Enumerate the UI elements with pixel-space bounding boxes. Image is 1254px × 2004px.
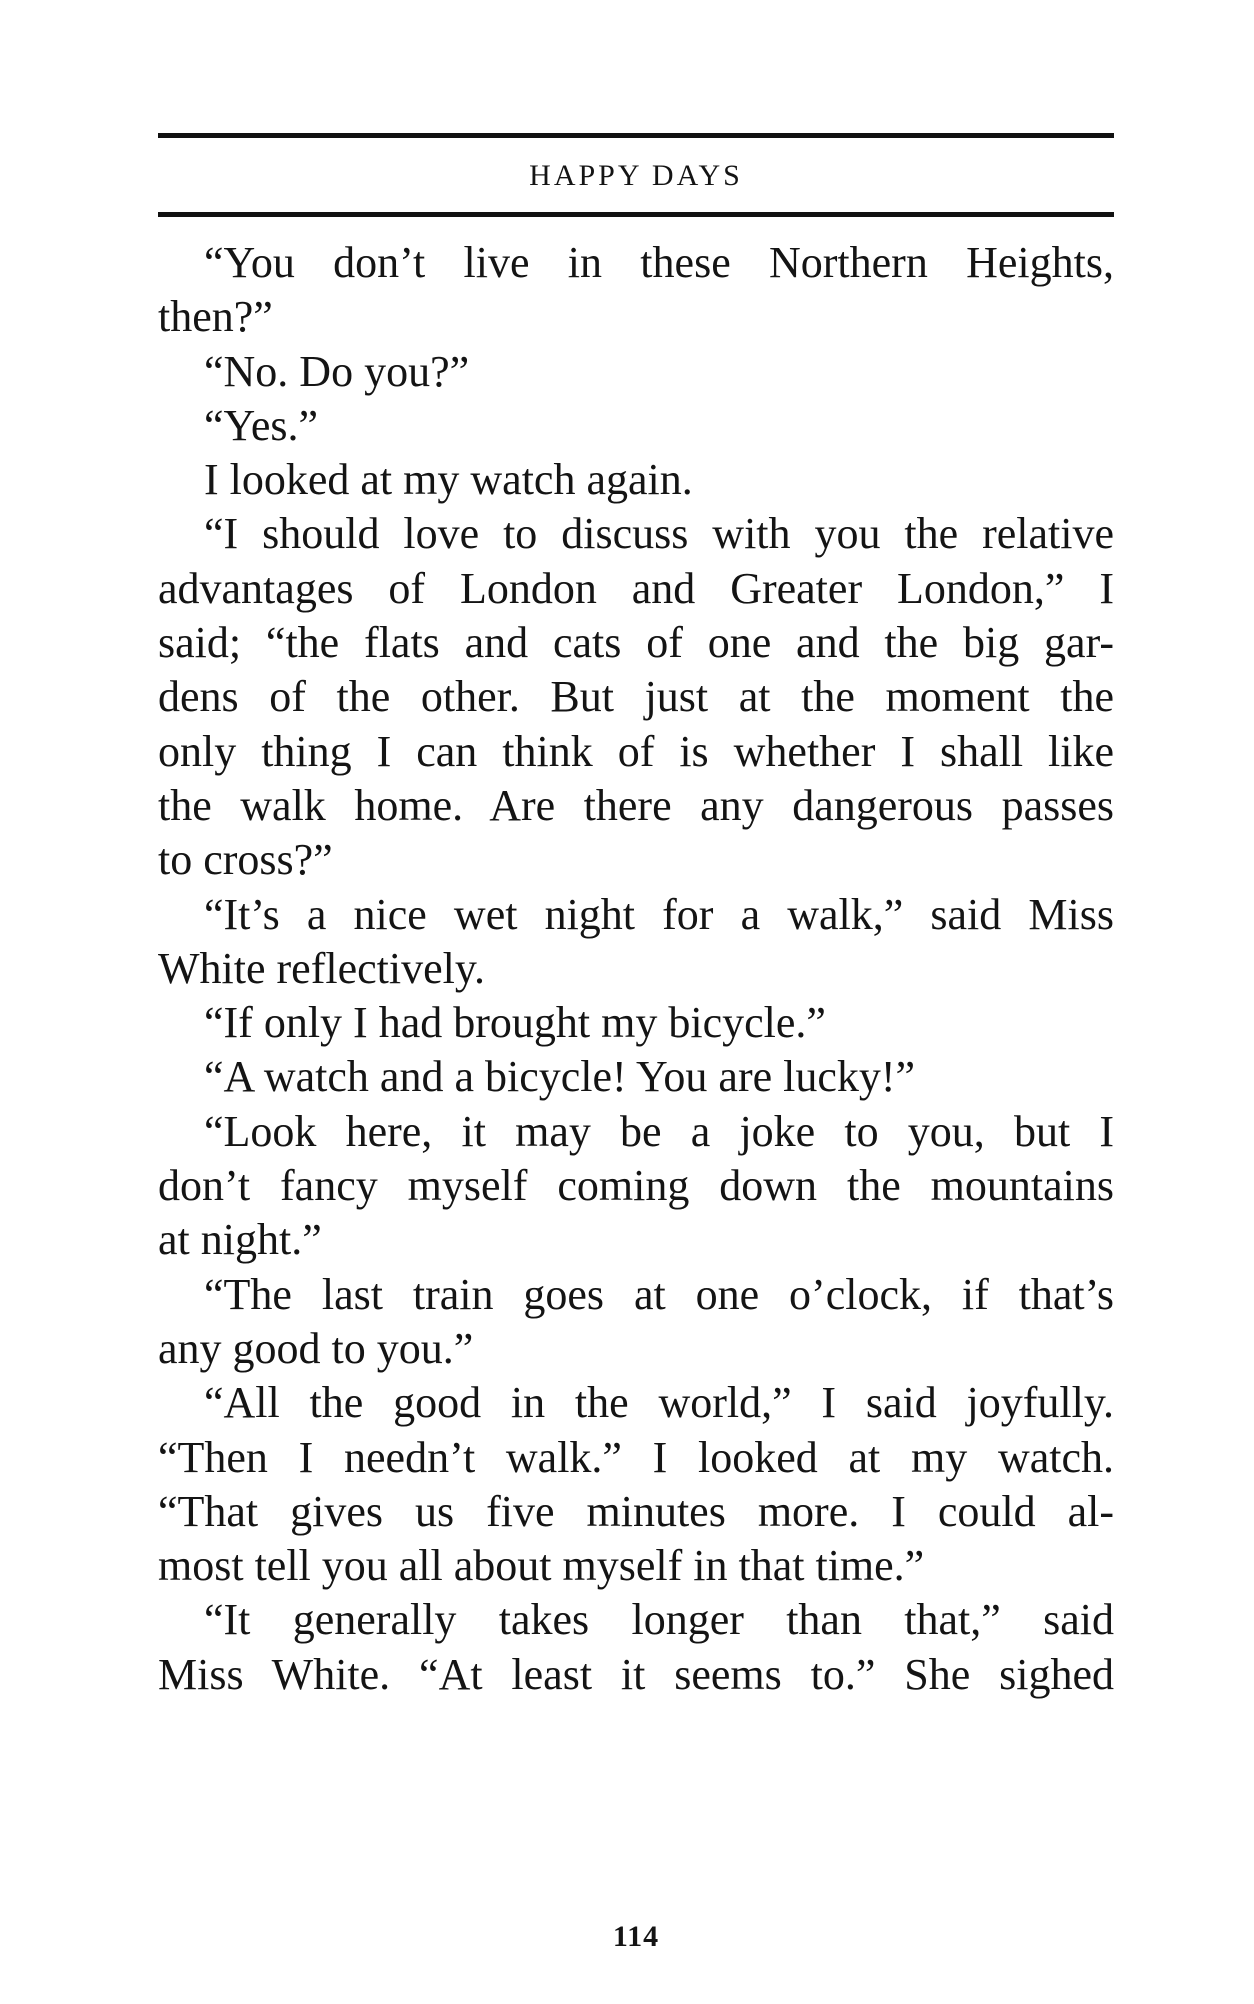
text-line: White reflectively. [158,943,485,993]
page-number: 114 [612,1920,660,1953]
text-line: at night.” [158,1215,322,1265]
text-line: advantages of London and Greater London,” I [158,563,1114,613]
body-text [158,236,1114,1702]
text-line: I looked at my watch again. [204,455,693,505]
text-line: “That gives us five minutes more. I could al- [158,1486,1114,1536]
text-line: “I should love to discuss with you the relative [204,509,1114,559]
text-line: dens of the other. But just at the moment the [158,672,1114,722]
text-line: “You don’t live in these Northern Heights, [204,238,1114,287]
text-line: “Then I needn’t walk.” I looked at my watch. [158,1432,1114,1482]
text-line: only thing I can think of is whether I shall like [158,726,1114,776]
text-line: Miss White. “At least it seems to.” She sighed [158,1649,1114,1699]
text-line: “It generally takes longer than that,” said [204,1595,1114,1645]
running-head: HAPPY DAYS [529,159,743,192]
header-rule [158,212,1114,217]
text-line: to cross?” [158,835,333,885]
top-rule [158,133,1114,138]
text-line: then?” [158,292,273,342]
text-line: “No. Do you?” [204,346,470,396]
text-line: “Yes.” [204,400,319,450]
text-line: “It’s a nice wet night for a walk,” said Miss [204,889,1114,939]
text-line: “The last train goes at one o’clock, if that’s [204,1269,1114,1319]
text-line: “A watch and a bicycle! You are lucky!” [204,1052,916,1102]
text-line: “Look here, it may be a joke to you, but I [204,1106,1114,1156]
text-line: don’t fancy myself coming down the mountains [158,1161,1114,1211]
text-line: the walk home. Are there any dangerous passes [158,780,1114,830]
text-line: “If only I had brought my bicycle.” [204,998,826,1048]
text-line: most tell you all about myself in that time.” [158,1541,925,1591]
text-line: “All the good in the world,” I said joyfully. [204,1378,1114,1428]
text-line: any good to you.” [158,1323,474,1373]
text-line: said; “the flats and cats of one and the big gar- [158,618,1114,668]
